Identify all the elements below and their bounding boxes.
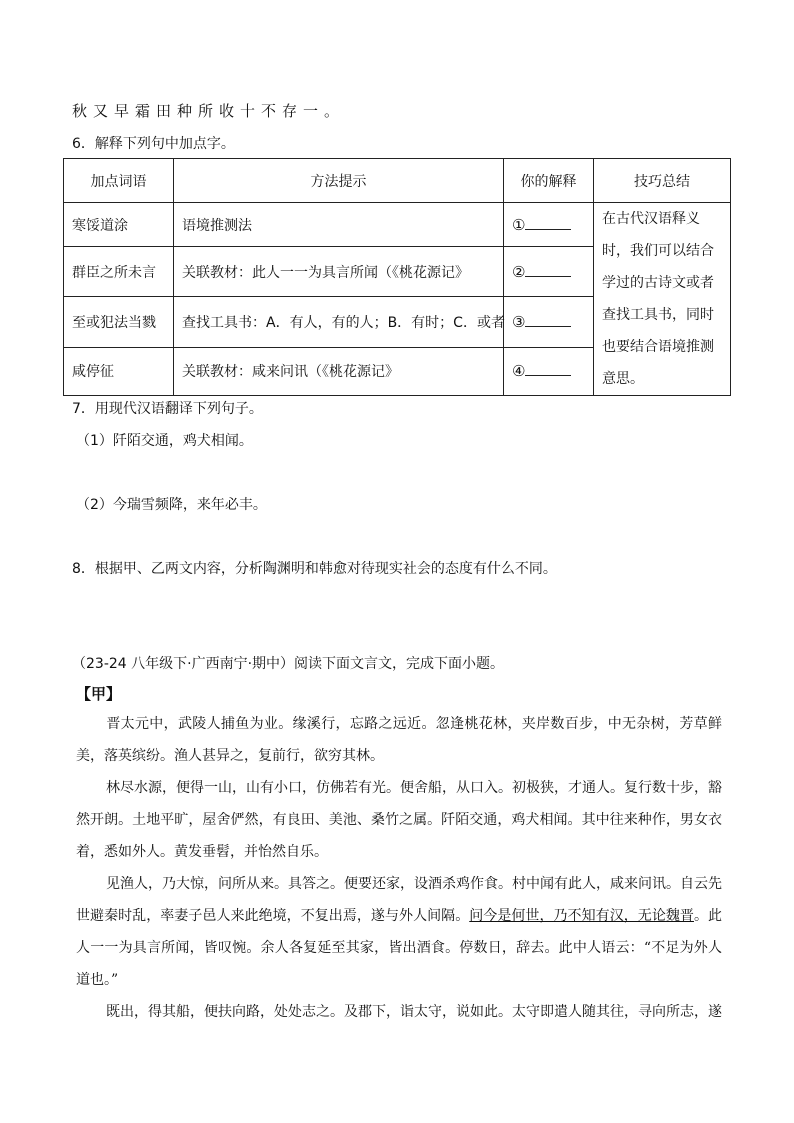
table-row	[64, 203, 731, 247]
answer-number: ②	[512, 262, 526, 281]
paragraph-text: 。此人一一为具言所闻，皆叹惋。余人各复延至其家，皆出酒食。停数日，辞去。此中人语云：“不足为外人道也。”	[76, 908, 723, 988]
answer-blank[interactable]	[525, 264, 571, 277]
answer-cell	[504, 347, 594, 395]
answer-blank[interactable]	[525, 217, 571, 230]
hint-cell: 关联教材：此人一一为具言所闻（《桃花源记》	[174, 247, 504, 297]
question-7-item-1: （1）阡陌交通，鸡犬相闻。	[76, 433, 253, 449]
paragraph-text: 既出，得其船，便扶向路，处处志之。及郡下，诣太守，说如此。太守即遣人随其往，寻向所志，遂	[106, 1004, 722, 1020]
word-cell: 群臣之所未言	[64, 247, 174, 297]
question-6-title: 6．解释下列句中加点字。	[72, 136, 235, 152]
paragraph-text: 晋太元中，武陵人捕鱼为业。缘溪行，忘路之远近。忽逢桃花林，夹岸数百步，中无杂树，芳草鲜美，落英缤纷。渔人甚异之，复前行，欲穷其林。	[76, 716, 722, 764]
paragraph-text: 见渔人，乃大惊，问所从来。具答之。便要还家，设酒杀鸡作食。村中闻有此人，咸来问讯。自云先世避秦时乱，率妻子邑人来此绝境，不复出焉，遂与外人间隔。	[76, 876, 722, 924]
header-cell: 加点词语	[64, 159, 174, 203]
question-7-title: 7．用现代汉语翻译下列句子。	[72, 401, 263, 417]
passage-paragraph-4	[76, 996, 722, 1028]
answer-number: ③	[512, 313, 526, 332]
answer-cell	[504, 203, 594, 247]
underlined-sentence: 问今是何世，乃不知有汉，无论魏晋	[469, 908, 694, 924]
summary-cell: 在古代汉语释义时，我们可以结合学过的古诗文或者查找工具书，同时也要结合语境推测意思。	[594, 203, 731, 396]
passage-paragraph-3	[76, 868, 722, 996]
question-8: 8．根据甲、乙两文内容，分析陶渊明和韩愈对待现实社会的态度有什么不同。	[72, 561, 557, 577]
hint-cell: 关联教材：咸来问讯（《桃花源记》	[174, 347, 504, 395]
table-header-row	[64, 159, 731, 203]
passage-paragraph-1	[76, 708, 722, 772]
word-cell: 至或犯法当戮	[64, 297, 174, 347]
header-cell: 你的解释	[504, 159, 594, 203]
question-7-item-2: （2）今瑞雪频降，来年必丰。	[76, 497, 267, 513]
passage-source-note: （23-24 八年级下·广西南宁·期中）阅读下面文言文，完成下面小题。	[72, 656, 505, 672]
answer-number: ①	[512, 215, 526, 234]
hint-cell: 查找工具书：A．有人，有的人；B．有时；C．或者	[174, 297, 504, 347]
word-cell: 寒馁道涂	[64, 203, 174, 247]
word-cell: 咸停征	[64, 347, 174, 395]
passage-label-jia: 【甲】	[76, 685, 122, 703]
header-cell: 技巧总结	[594, 159, 731, 203]
answer-cell	[504, 297, 594, 347]
answer-cell	[504, 247, 594, 297]
answer-blank[interactable]	[525, 363, 571, 376]
continued-text-line: 秋又早霜田种所收十不存一。	[72, 102, 346, 120]
passage-paragraph-2	[76, 772, 722, 868]
hint-cell: 语境推测法	[174, 203, 504, 247]
answer-blank[interactable]	[525, 314, 571, 327]
explanation-table	[63, 158, 731, 396]
paragraph-text: 林尽水源，便得一山，山有小口，仿佛若有光。便舍船，从口入。初极狭，才通人。复行数十步，豁然开朗。土地平旷，屋舍俨然，有良田、美池、桑竹之属。阡陌交通，鸡犬相闻。其中往来种作，男女衣着，悉如外人。黄发垂髫，并怡然自乐。	[76, 780, 722, 860]
answer-number: ④	[512, 362, 526, 381]
header-cell: 方法提示	[174, 159, 504, 203]
